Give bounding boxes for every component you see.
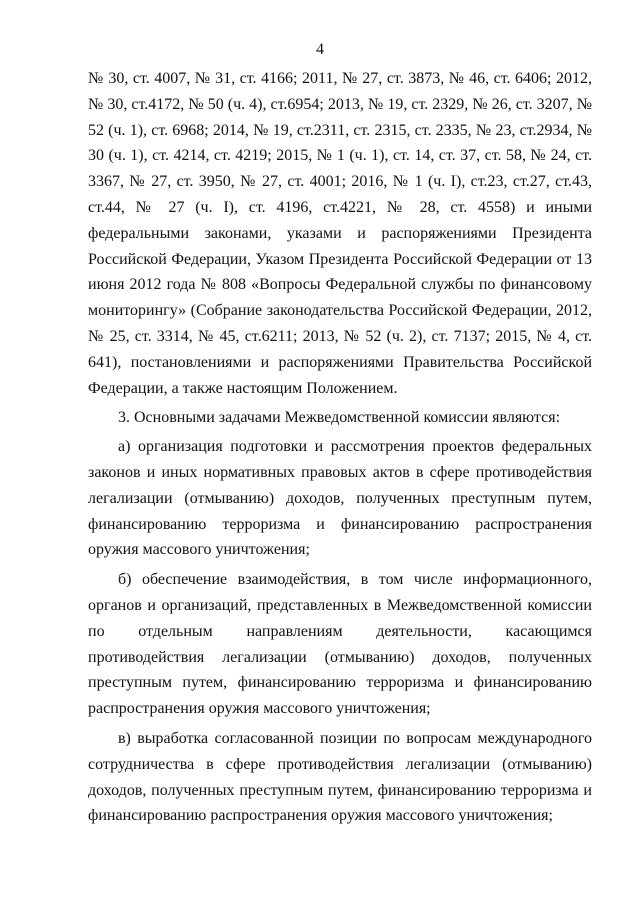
paragraph-item-a: а) организация подготовки и рассмотрения проектов федеральных законов и иных нормативных правовых актов в сфере противодействия легализации (отмыванию) доходов, полученных преступным путем, финансированию терроризма и финансированию распространения оружия массового уничтожения; bbox=[88, 438, 592, 559]
paragraph-legal-references: № 30, ст. 4007, № 31, ст. 4166; 2011, № 27, ст. 3873, № 46, ст. 6406; 2012, № 30, ст.4172, № 50 (ч. 4), ст.6954; 2013, № 19, ст. 2329, № 26, ст. 3207, № 52 (ч. 1), ст. 6968; 2014, № 19, ст.2311, ст. 2315, ст. 2335, № 23, ст.2934, № 30 (ч. 1), ст. 4214, ст. 4219; 2015, № 1 (ч. 1), ст. 14, ст. 37, ст. 58, № 24, ст. 3367, № 27, ст. 3950, № 27, ст. 4001; 2016, № 1 (ч. I), ст.23, ст.27, ст.43, ст.44, № 27 (ч. I), ст. 4196, ст.4221, № 28, ст. 4558) и иными федеральными законами, указами и распоряжениями Президента Российской Федерации, Указом Президента Российской Федерации от 13 июня 2012 года № 808 «Вопросы Федеральной службы по финансовому мониторингу» (Собрание законодательства Российской Федерации, 2012, № 25, ст. 3314, № 45, ст.6211; 2013, № 52 (ч. 2), ст. 7137; 2015, № 4, ст. 641), постановлениями и распоряжениями Правительства Российской Федерации, а также настоящим Положением. bbox=[88, 70, 592, 397]
document-body bbox=[88, 66, 592, 829]
paragraph-section-3-heading: 3. Основными задачами Межведомственной комиссии являются: bbox=[118, 409, 561, 427]
page-number: 4 bbox=[316, 41, 324, 58]
paragraph-item-v: в) выработка согласованной позиции по вопросам международного сотрудничества в сфере противодействия легализации (отмыванию) доходов, полученных преступным путем, финансированию терроризма и финансированию распространения оружия массового уничтожения; bbox=[88, 729, 592, 825]
paragraph-item-b: б) обеспечение взаимодействия, в том числе информационного, органов и организаций, представленных в Межведомственной комиссии по отдельным направлениям деятельности, касающимся противодействия легализации (отмыванию) доходов, полученных преступным путем, финансированию терроризма и финансированию распространения оружия массового уничтожения; bbox=[88, 571, 592, 718]
